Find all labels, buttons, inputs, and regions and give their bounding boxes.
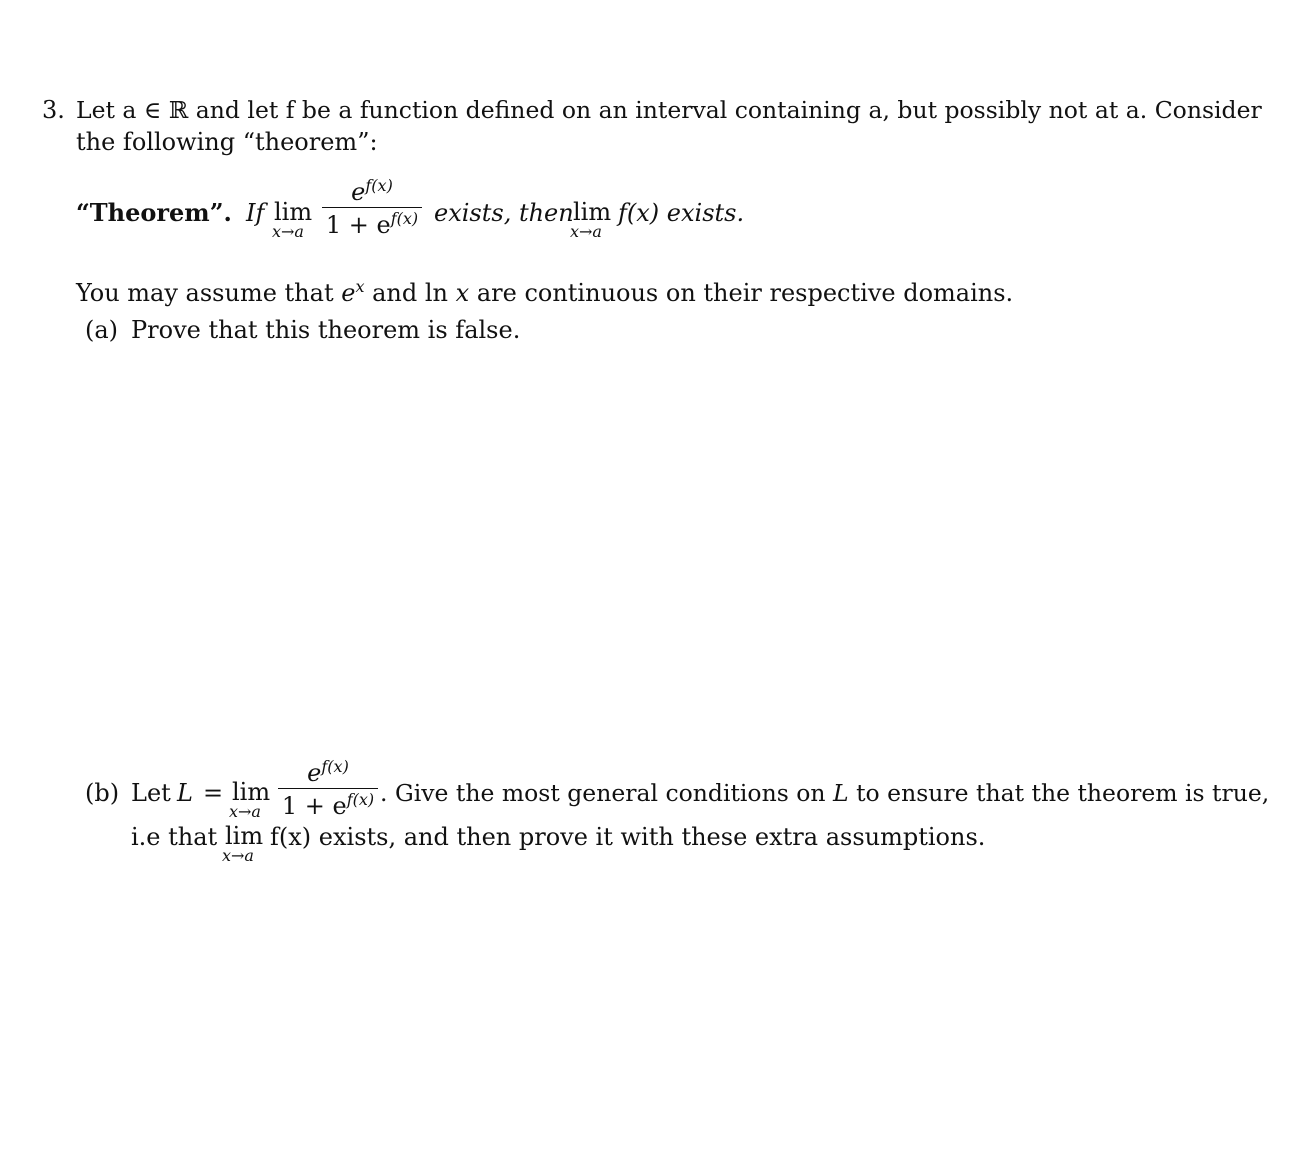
assumption-line [76, 272, 1013, 308]
theorem-fraction [322, 176, 422, 239]
theorem-frac-den: $1 + e^{f(x)}$ [325, 209, 419, 239]
theorem-frac-bar [322, 207, 422, 208]
part-b-line2-lim-sub: x→a [222, 846, 254, 865]
part-b-eq: = [203, 779, 224, 807]
part-a-label: (a) [85, 316, 119, 344]
problem-intro-line2: the following “theorem”: [76, 128, 378, 156]
theorem-lim-sub: x→a [272, 222, 304, 241]
theorem-lim: lim [274, 198, 313, 226]
assumption-mid: and ln [372, 279, 448, 307]
theorem-lim2: lim [573, 198, 612, 226]
part-b-let: Let [131, 779, 171, 807]
assumption-x: x [455, 279, 470, 307]
assumption-post: are continuous on their respective domains. [476, 279, 1014, 307]
assumption-e: e [341, 279, 356, 307]
assumption-pre: You may assume that [76, 279, 334, 307]
part-b-frac-num: $e^{f(x)}$ [307, 757, 349, 787]
assumption-e-sup: x [355, 277, 365, 296]
problem-intro-line1: Let a ∈ ℝ and let f be a function defined on an interval containing a, but possibly not at a. Consider [76, 96, 1262, 124]
part-b-line1: . Give the most general conditions on L to ensure that the theorem is true, [380, 779, 1270, 807]
part-b-fraction [278, 757, 378, 820]
part-b-lim: lim [232, 778, 271, 806]
theorem-label: “Theorem”. [76, 198, 232, 227]
problem-number: 3. [42, 96, 65, 124]
theorem-if: If [246, 199, 265, 227]
part-b-line2-post: f(x) exists, and then prove it with these extra assumptions. [270, 823, 986, 851]
theorem-middle: exists, then [434, 199, 574, 227]
part-b-lim-sub: x→a [229, 802, 261, 821]
part-b-line2-pre: i.e that [131, 823, 218, 851]
part-a-text: Prove that this theorem is false. [131, 316, 521, 344]
theorem-conclusion: f(x) exists. [618, 199, 745, 227]
theorem-frac-num: $e^{f(x)}$ [351, 176, 393, 206]
part-b-label: (b) [85, 779, 120, 807]
part-b-frac-den: $1 + e^{f(x)}$ [281, 790, 375, 820]
theorem-lim2-sub: x→a [570, 222, 602, 241]
part-b-frac-bar [278, 788, 378, 789]
part-b-L: L [177, 779, 193, 807]
part-b-line2-lim: lim [225, 822, 264, 850]
